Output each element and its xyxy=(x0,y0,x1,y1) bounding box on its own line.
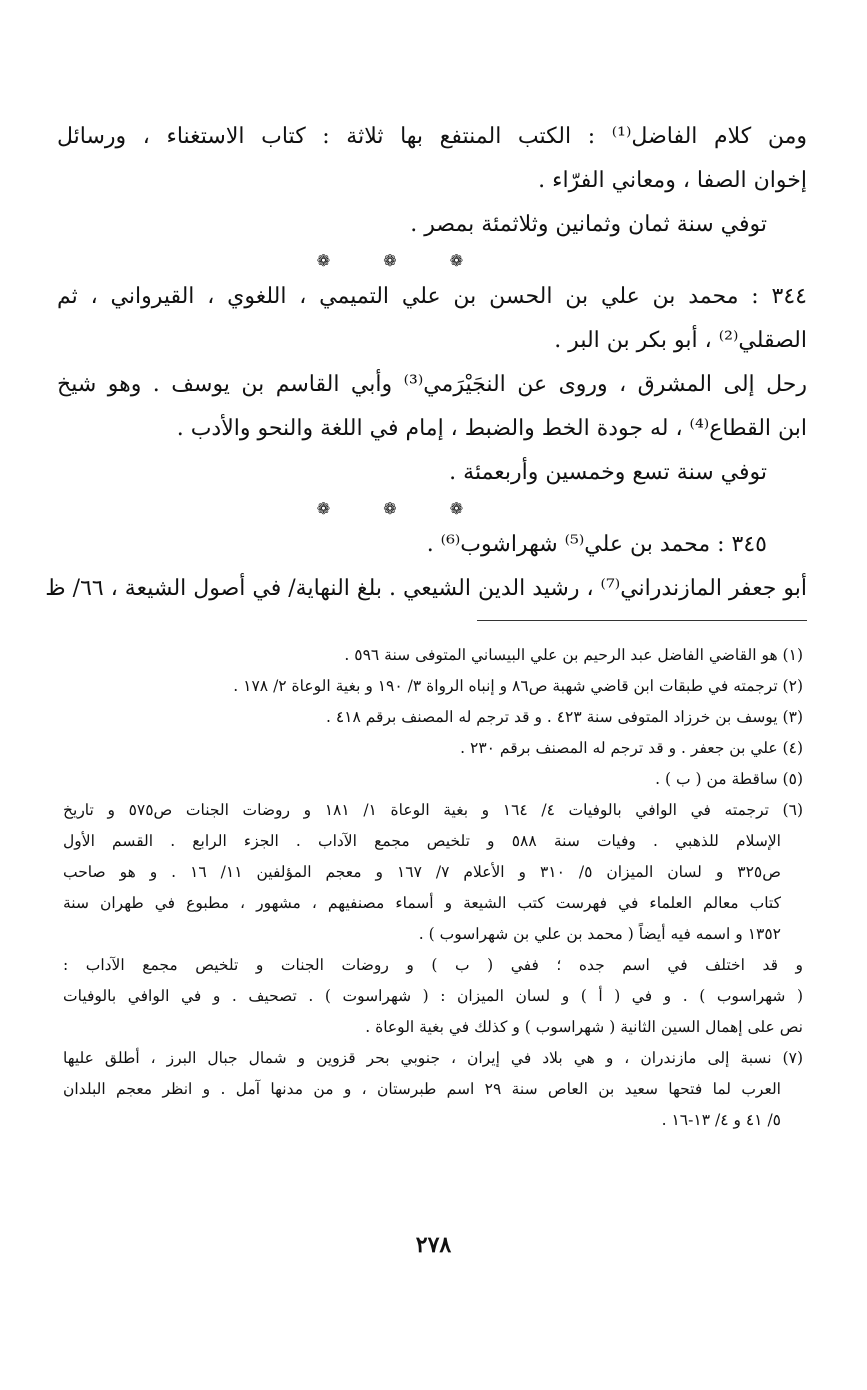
section-separator: ❁ ❁ ❁ xyxy=(316,251,488,270)
section-separator: ❁ ❁ ❁ xyxy=(316,499,488,518)
text-line: الصقلي⁽²⁾ ، أبو بكر بن البر . xyxy=(554,328,807,353)
footnote-line: العرب لما فتحها سعيد بن العاص سنة ٢٩ اسم طبرستان ، و من مدنها آمل . و انظر معجم البلدان xyxy=(63,1080,781,1098)
footnote-line: ص٣٢٥ و لسان الميزان ٥/ ٣١٠ و الأعلام ٧/ ١٦٧ و معجم المؤلفين ١١/ ١٦ . و هو صاحب xyxy=(63,863,781,881)
footnote-line: و قد اختلف في اسم جده ؛ ففي ( ب ) و روضات الجنات و تلخيص مجمع الآداب : xyxy=(63,956,803,974)
footnote: (٢) ترجمته في طبقات ابن قاضي شهبة ص٨٦ و إنباه الرواة ٣/ ١٩٠ و بغية الوعاة ٢/ ١٧٨ . xyxy=(233,677,803,695)
footnote: (٣) يوسف بن خرزاد المتوفى سنة ٤٢٣ . و قد ترجم له المصنف برقم ٤١٨ . xyxy=(325,708,803,726)
text-line: توفي سنة تسع وخمسين وأربعمئة . xyxy=(449,460,767,485)
text-line: إخوان الصفا ، ومعاني الفرّاء . xyxy=(538,168,807,193)
entry-heading-345: ٣٤٥ : محمد بن علي⁽⁵⁾ شهراشوب⁽⁶⁾ . xyxy=(426,532,767,557)
text-line: ابن القطاع⁽⁴⁾ ، له جودة الخط والضبط ، إمام في اللغة والنحو والأدب . xyxy=(176,416,807,441)
text-line: ومن كلام الفاضل⁽¹⁾ : الكتب المنتفع بها ثلاثة : كتاب الاستغناء ، ورسائل xyxy=(57,124,807,149)
main-text xyxy=(45,115,808,611)
text-line: رحل إلى المشرق ، وروى عن النجَيْرَمي⁽³⁾ وأبي القاسم بن يوسف . وهو شيخ xyxy=(57,372,808,397)
footnote-line: الإسلام للذهبي . وفيات سنة ٥٨٨ و تلخيص مجمع الآداب . الجزء الرابع . القسم الأول xyxy=(63,832,781,850)
footnote: (٤) علي بن جعفر . و قد ترجم له المصنف برقم ٢٣٠ . xyxy=(460,739,803,757)
footnote-line: ١٣٥٢ و اسمه فيه أيضاً ( محمد بن علي بن شهراسوب ) . xyxy=(418,925,781,943)
footnote: (١) هو القاضي الفاضل عبد الرحيم بن علي البيساني المتوفى سنة ٥٩٦ . xyxy=(344,646,803,664)
footnote-line: كتاب معالم العلماء في فهرست كتب الشيعة و أسماء مصنفيهم ، مشهور ، مطبوع في طهران سنة xyxy=(63,894,781,912)
footnotes xyxy=(63,640,803,1136)
footnote-line: ٥/ ٤١ و ٤/ ١٣-١٦ . xyxy=(661,1111,781,1129)
text-line: أبو جعفر المازندراني⁽⁷⁾ ، رشيد الدين الشيعي . بلغ النهاية/ في أصول الشيعة ، ٦٦/ ظ xyxy=(45,576,807,601)
footnote: (٦) ترجمته في الوافي بالوفيات ٤/ ١٦٤ و بغية الوعاة ١/ ١٨١ و روضات الجنات ص٥٧٥ و تاريخ xyxy=(63,801,803,819)
page-number: ٢٧٨ xyxy=(415,1232,452,1258)
footnote-line: نص على إهمال السين الثانية ( شهراسوب ) و كذلك في بغية الوعاة . xyxy=(365,1018,803,1036)
footnote: (٥) ساقطة من ( ب ) . xyxy=(655,770,803,788)
footnote-divider xyxy=(477,620,807,621)
text-line: توفي سنة ثمان وثمانين وثلاثمئة بمصر . xyxy=(410,212,767,237)
footnote-line: ( شهراسوب ) . و في ( أ ) و لسان الميزان : ( شهراسوت ) . تصحيف . و في الوافي بالوفيات xyxy=(63,987,803,1005)
entry-heading-344: ٣٤٤ : محمد بن علي بن الحسن بن علي التميمي ، اللغوي ، القيرواني ، ثم xyxy=(57,284,807,309)
footnote: (٧) نسبة إلى مازندران ، و هي بلاد في إيران ، جنوبي بحر قزوين و شمال جبال البرز ، أطلق عليها xyxy=(63,1049,803,1067)
